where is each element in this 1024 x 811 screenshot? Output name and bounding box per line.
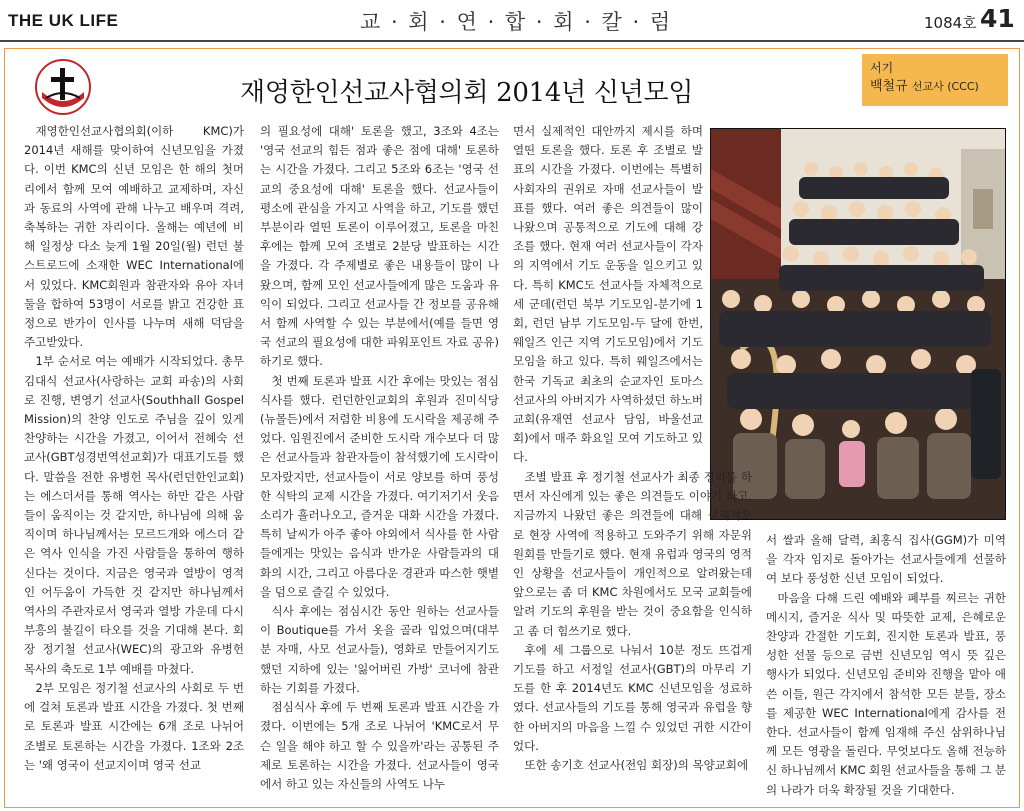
author-box — [862, 54, 1008, 106]
publication-brand: THE UK LIFE — [8, 11, 119, 30]
paragraph: 식사 후에는 점심시간 동안 원하는 선교사들이 Boutique를 가서 옷을 골라 입었으며(대부분 자매, 사모 선교사들), 영화로 만들어지기도 했던 지하에 있는 '잃어버린 가방' 코너에 참관하는 기회를 가졌다. — [260, 604, 499, 695]
issue-number: 1084호 — [924, 14, 977, 32]
text-column-3-top — [513, 122, 703, 468]
paragraph: 조별 발표 후 정기철 선교사가 최종 정리를 하면서 자신에게 있는 좋은 의견들도 이야기 하고, 지금까지 나왔던 좋은 의견들에 대해 실제적으로 현장 사역에 적용하고 도와주기 위해 자문위원회를 만들기로 했다. 현재 유럽과 영국의 영적인 상황을 선교사들이 개인적으로 알려왔는데 앞으로는 좀 더 KMC 차원에서도 모국 교회들에 알려 기도의 후원을 받는 것이 중요함을 인식하고 좀 더 힘쓰기로 했다. — [513, 470, 752, 638]
paragraph: 의 필요성에 대해' 토론을 했고, 3조와 4조는 '영국 선교의 힘든 점과 좋은 점에 대해' 토론하는 시간을 가졌다. 그리고 5조와 6조는 '영국 선교의 중요성에 대해' 토론을 했다. 선교사들이 평소에 관심을 가지고 사역을 하고, 기도를 했던 부분이라 열띤 토론이 이루어졌고, 토론을 마친 후에는 함께 모여 조별로 2분당 발표하는 시간을 가졌다. 각 주제별로 좋은 내용들이 많이 나왔으며, 함께 모인 선교사들에게 많은 도움과 유익이 되었다. 그리고 선교사들 간 정보를 공유해서 함께 사역할 수 있는 부분에서(예를 들면 영국 선교의 필요성에 대한 파워포인트 자료 공유) 하기로 했다. — [260, 124, 499, 369]
author-affiliation: 선교사 (CCC) — [911, 80, 979, 93]
page-number: 41 — [980, 4, 1015, 33]
section-title: 교 · 회 · 연 · 합 · 회 · 칼 · 럼 — [360, 10, 673, 34]
paragraph: 2부 모임은 정기철 선교사의 사회로 두 번에 걸쳐 토론과 발표 시간을 가졌다. 첫 번째로 토론과 발표 시간에는 6개 조로 나뉘어 조별로 토론하는 시간을 가졌다. 1조와 2조는 '왜 영국이 선교지이며 영국 선교 — [24, 680, 244, 772]
paragraph: 마음을 다해 드린 예배와 폐부를 찌르는 귀한 메시지, 즐거운 식사 및 따뜻한 교제, 은혜로운 찬양과 간절한 기도회, 진지한 토론과 발표, 풍성한 선물 등으로 금번 신년모임 역시 뜻 깊은 행사가 되었다. 신년모임 준비와 진행을 맡아 애쓴 이들, 원근 각지에서 참석한 모든 분들, 장소를 제공한 WEC International에게 감사를 전한다. 선교사들이 함께 임재해 주신 삼위하나님께 모든 영광을 돌린다. 무엇보다도 올해 전능하신 하나님께서 KMC 회원 선교사들을 통해 그 분의 나라가 더욱 확장될 것을 기대한다. — [766, 590, 1006, 797]
text-column-1 — [24, 122, 244, 775]
paragraph: 점심식사 후에 두 번째 토론과 발표 시간을 가졌다. 이번에는 5개 조로 나뉘어 'KMC로서 무슨 일을 해야 하고 할 수 있을까'라는 공통된 주제로 토론하는 시간을 가졌다. 선교사들이 영국에서 하고 있는 자신들의 사역도 나누 — [260, 700, 499, 791]
paragraph: 또한 송기호 선교사(전임 회장)의 목양교회에 — [524, 758, 749, 773]
paragraph: 면서 실제적인 대안까지 제시를 하며 열띤 토론을 했다. 토론 후 조별로 발표의 시간을 가졌다. 이번에는 특별히 사회자의 권위로 자매 선교사들이 발표를 했다. 여러 좋은 의견들이 많이 나왔으며 공통적으로 기도에 대해 강조를 했다. 현재 여러 선교사들이 각자의 지역에서 기도 운동을 일으키고 있다. 특히 KMC도 선교사들 자체적으로 세 군데(런던 북부 기도모임-분기에 1회, 런던 남부 기도모임-두 달에 한번, 웨일즈 인근 지역 기도모임)에서 기도모임을 하고 있다. 특히 웨일즈에서는 한국 기독교 최초의 순교자인 토마스 선교사의 아버지가 사역하셨던 하노버 교회(유재연 선교사 담임, 바울선교회)에서 매주 화요일 모여 기도하고 있다. — [513, 124, 703, 465]
paragraph: 첫 번째 토론과 발표 시간 후에는 맛있는 점심 식사를 했다. 런던한인교회의 후원과 진미식당(뉴몰든)에서 저렴한 비용에 도시락을 제공해 주었다. 임원진에서 준비한 도시락 개수보다 더 많은 선교사들과 참관자들이 참석했기에 도시락이 모자랐지만, 선교사들이 서로 양보를 하며 풍성한 식탁의 교제 시간을 가졌다. 여기저기서 웃음소리가 흘러나오고, 즐거운 대화 시간을 가졌다. 특히 날씨가 아주 좋아 야외에서 식사를 한 사람들에게는 맛있는 음식과 반가운 사람들과의 대화의 시간, 그리고 아름다운 경관과 따스한 햇볕을 덤으로 즐길 수 있었다. — [260, 373, 499, 599]
group-photo — [710, 128, 1006, 520]
article-headline: 재영한인선교사협의회 2014년 신년모임 — [240, 78, 694, 108]
paragraph: 서 쌀과 올해 달력, 최홍식 집사(GGM)가 미역을 각자 임지로 돌아가는 선교사들에게 선물하여 보다 풍성한 신년 모임이 되었다. — [766, 533, 1006, 586]
author-name — [870, 77, 1000, 96]
group-photo-image — [711, 129, 1006, 520]
paragraph: 1부 순서로 여는 예배가 시작되었다. 총무 김대식 선교사(사랑하는 교회 파송)의 사회로 진행, 변영기 선교사(Southhall Gospel Mission)의 찬양 인도로 주님을 깊이 있게 찬양하는 시간을 가졌고, 이어서 전혜숙 선교사(GBT성경번역선교회)가 대표기도를 했다. 말씀을 전한 유병헌 목사(런던한인교회)는 에스더서를 통해 역사는 하만 같은 사람들이 움직이는 것 같지만, 하나님에 의해 움직이며 하나님께서는 모르드개와 에스더 같은 역사 인식을 가진 사람들을 통하여 행하신다는 것이다. 지금은 영국과 열방이 영적인 어두움이 가득한 것 같지만 하나님께서 역사의 주관자로서 영국과 열방 가운데 다시 부흥의 불길이 타오를 것을 기대해 본다. 회장 정기철 선교사(WEC)의 광고와 유병헌 목사의 축도로 1부 예배를 마쳤다. — [24, 354, 244, 676]
author-name-text: 백철규 — [870, 79, 908, 94]
text-column-4-bottom — [766, 531, 1006, 800]
paragraph: 재영한인선교사협의회(이하 KMC)가 2014년 새해를 맞이하여 신년모임을 가졌다. 이번 KMC의 신년 모임은 한 해의 첫머리에서 함께 모여 예배하고 교제하며, 자신과 동료의 사역에 관해 나누고 배우며 격려, 축복하는 귀한 자리이다. 올해는 예년에 비해 일정상 다소 늦게 1월 20일(월) 런던 불스트로드에 소재한 WEC International에서 있었다. KMC회원과 참관자와 유아 자녀 둘을 합하여 53명이 서로를 밝고 건강한 표정으로 반가이 인사를 나누며 새해 덕담을 주고받았다. — [24, 124, 244, 350]
kmc-logo-icon — [34, 58, 92, 116]
author-role: 서기 — [870, 61, 894, 75]
text-column-2 — [260, 122, 499, 794]
page-header — [0, 0, 1024, 42]
paragraph: 후에 세 그룹으로 나눠서 10분 정도 뜨겁게 기도를 하고 서정일 선교사(GBT)의 마무리 기도를 한 후 2014년도 KMC 신년모임을 성료하였다. 선교사들의 기도를 통해 영국과 유럽을 향한 아버지의 마음을 느낄 수 있었던 귀한 시간이었다. — [513, 642, 752, 753]
header-rule — [0, 40, 1024, 42]
text-column-3-bottom — [513, 468, 752, 775]
